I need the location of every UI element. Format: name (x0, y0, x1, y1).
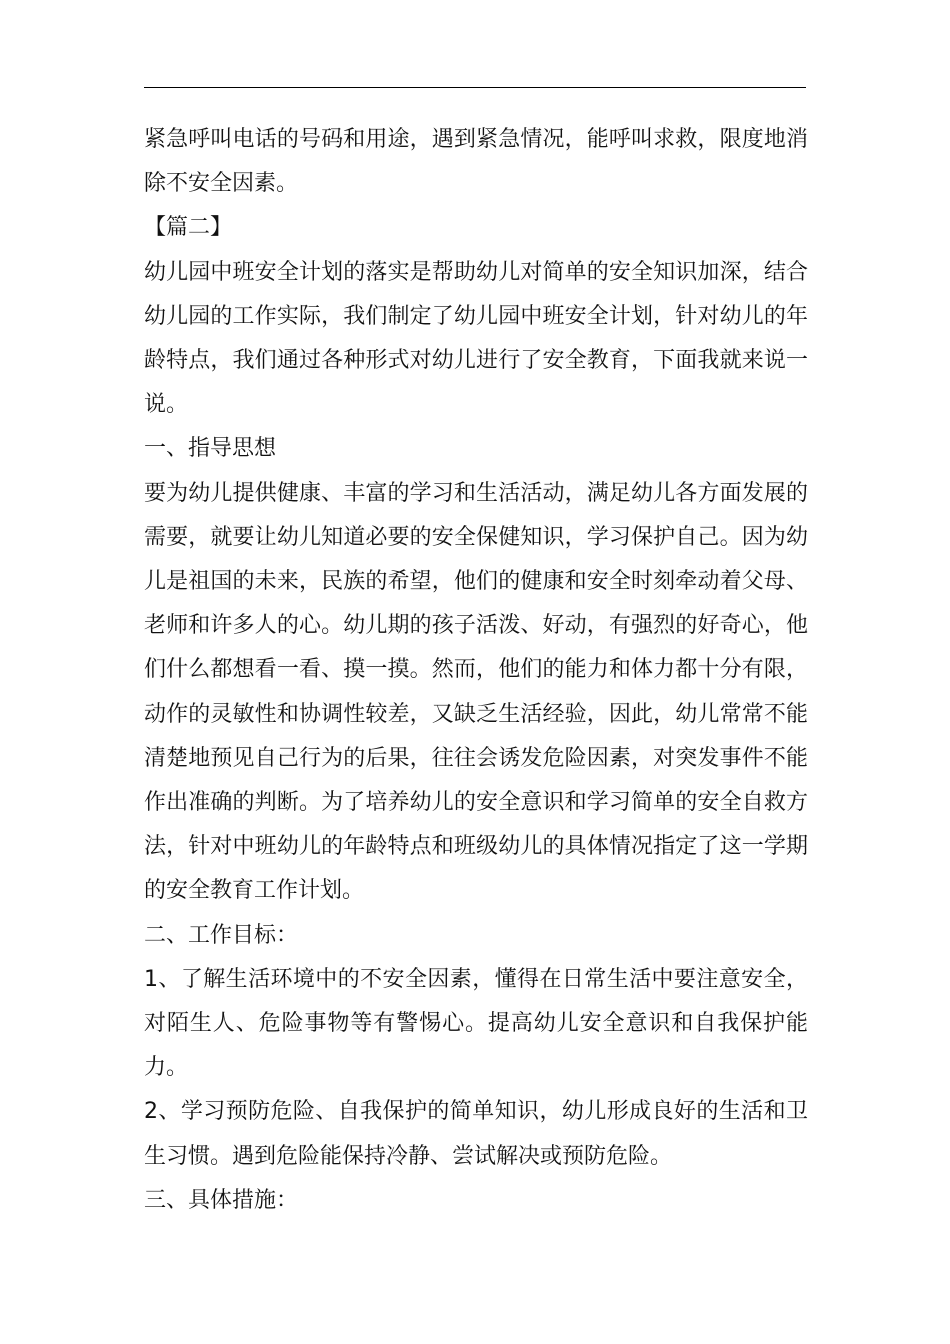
paragraph-intro: 幼儿园中班安全计划的落实是帮助幼儿对简单的安全知识加深，结合幼儿园的工作实际，我们制定了幼儿园中班安全计划，针对幼儿的年龄特点，我们通过各种形式对幼儿进行了安全教育，下面我就来说一说。 (144, 259, 808, 418)
document-body (144, 118, 808, 1223)
paragraph-continuation: 紧急呼叫电话的号码和用途，遇到紧急情况，能呼叫求救，限度地消除不安全因素。 (144, 127, 808, 197)
list-item-goal-1: 1、了解生活环境中的不安全因素，懂得在日常生活中要注意安全，对陌生人、危险事物等有警惕心。提高幼儿安全意识和自我保护能力。 (144, 966, 808, 1081)
heading-work-goals: 二、工作目标： (144, 922, 299, 948)
section-title-part-two: 【篇二】 (144, 215, 233, 241)
header-rule (144, 87, 806, 88)
heading-specific-measures: 三、具体措施： (144, 1187, 299, 1213)
heading-guiding-thought: 一、指导思想 (144, 436, 277, 462)
list-item-goal-2: 2、学习预防危险、自我保护的简单知识，幼儿形成良好的生活和卫生习惯。遇到危险能保持冷静、尝试解决或预防危险。 (144, 1099, 808, 1169)
paragraph-guiding-thought: 要为幼儿提供健康、丰富的学习和生活活动，满足幼儿各方面发展的需要，就要让幼儿知道必要的安全保健知识，学习保护自己。因为幼儿是祖国的未来，民族的希望，他们的健康和安全时刻牵动着父母、老师和许多人的心。幼儿期的孩子活泼、好动，有强烈的好奇心，他们什么都想看一看、摸一摸。然而，他们的能力和体力都十分有限，动作的灵敏性和协调性较差，又缺乏生活经验，因此，幼儿常常不能清楚地预见自己行为的后果，往往会诱发危险因素，对突发事件不能作出准确的判断。为了培养幼儿的安全意识和学习简单的安全自救方法，针对中班幼儿的年龄特点和班级幼儿的具体情况指定了这一学期的安全教育工作计划。 (144, 480, 808, 904)
